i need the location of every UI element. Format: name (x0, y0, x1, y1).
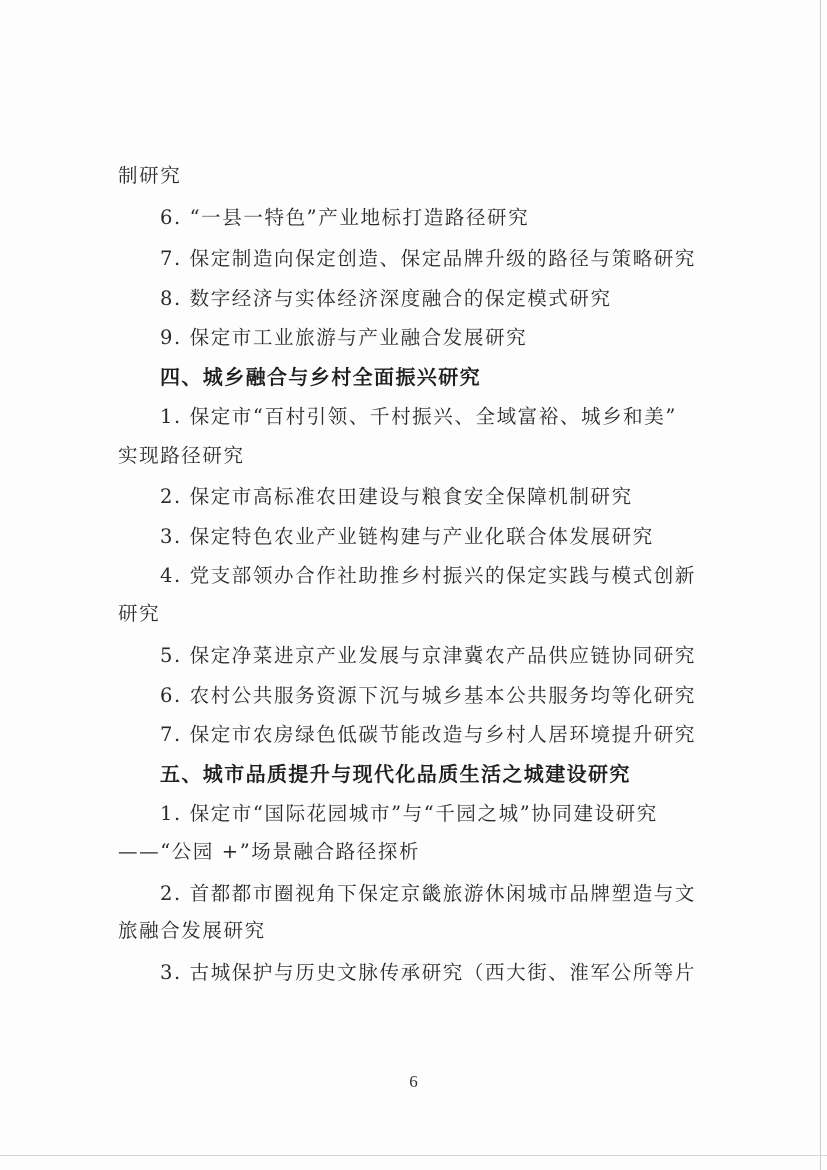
page-number: 6 (409, 1072, 418, 1091)
list-item: 1. 保定市“国际花园城市”与“千园之城”协同建设研究 (160, 802, 658, 825)
text-line: 实现路径研究 (118, 444, 245, 467)
list-item: 3. 古城保护与历史文脉传承研究（西大街、淮军公所等片 (160, 961, 697, 984)
text-line: 制研究 (118, 164, 182, 187)
list-item: 6. 农村公共服务资源下沉与城乡基本公共服务均等化研究 (160, 684, 697, 707)
text-line: 旅融合发展研究 (118, 919, 266, 942)
list-item: 2. 保定市高标准农田建设与粮食安全保障机制研究 (160, 485, 633, 508)
section-heading: 四、城乡融合与乡村全面振兴研究 (160, 365, 481, 389)
list-item: 7. 保定制造向保定创造、保定品牌升级的路径与策略研究 (160, 247, 697, 270)
list-item: 8. 数字经济与实体经济深度融合的保定模式研究 (160, 287, 612, 310)
list-item: 2. 首都都市圈视角下保定京畿旅游休闲城市品牌塑造与文 (160, 882, 697, 905)
list-item: 7. 保定市农房绿色低碳节能改造与乡村人居环境提升研究 (160, 723, 697, 746)
list-item: 3. 保定特色农业产业链构建与产业化联合体发展研究 (160, 525, 654, 548)
list-item: 9. 保定市工业旅游与产业融合发展研究 (160, 326, 528, 349)
scan-edge-right (820, 0, 821, 1170)
scan-edge-bottom (0, 1155, 827, 1156)
list-item: 4. 党支部领办合作社助推乡村振兴的保定实践与模式创新 (160, 564, 697, 587)
text-line: ——“公园 +”场景融合路径探析 (118, 840, 421, 863)
list-item: 5. 保定净菜进京产业发展与京津冀农产品供应链协同研究 (160, 644, 697, 667)
text-line: 研究 (118, 602, 161, 625)
list-item: 1. 保定市“百村引领、千村振兴、全域富裕、城乡和美” (160, 405, 677, 428)
section-heading: 五、城市品质提升与现代化品质生活之城建设研究 (160, 762, 631, 786)
list-item: 6. “一县一特色”产业地标打造路径研究 (160, 206, 530, 229)
